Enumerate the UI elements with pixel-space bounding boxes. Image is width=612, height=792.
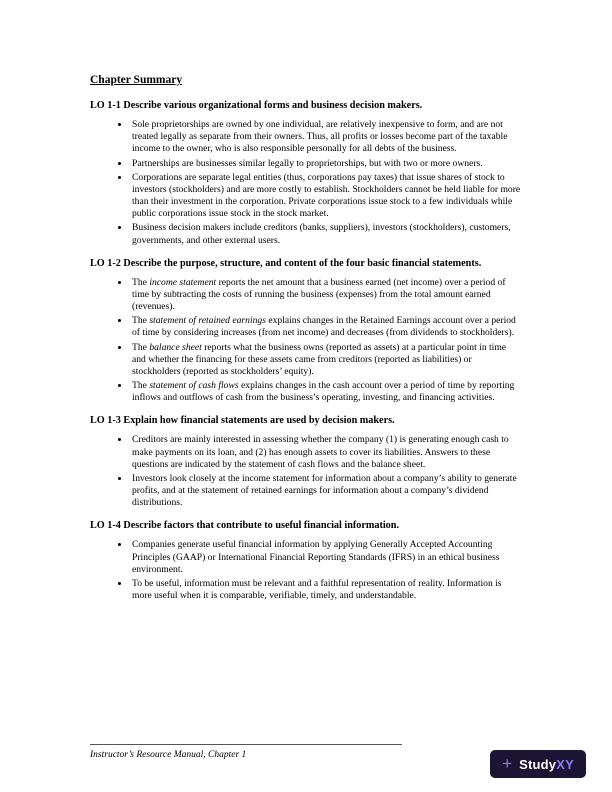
bullet-item (130, 172, 522, 221)
bullet-item (130, 119, 522, 156)
bullet-list (90, 277, 522, 405)
section-heading: LO 1-3 Explain how financial statements are used by decision makers. (90, 415, 395, 427)
bullet-text: explains changes in the Retained Earnings account over a period of time by considering increases (from net income) and decreases (from dividends to stockholders). (132, 315, 516, 339)
bullet-list (90, 539, 522, 602)
bullet-text: reports what the business owns (reported as assets) at a particular point in time and whether the financing for these assets came from creditors (reported as liabilities) or stockholders (reported as stockholders’ equity). (132, 341, 507, 377)
bullet-text: Partnerships are businesses similar legally to proprietorships, but with two or more owners. (132, 157, 483, 169)
bullet-item (130, 578, 522, 602)
bullet-text: reports the net amount that a business earned (net income) over a period of time by subtracting the costs of running the business (expenses) from the total amount earned (revenues). (132, 276, 506, 313)
bullet-item (130, 473, 522, 510)
bullet-text: The (132, 276, 150, 288)
footer-divider (90, 744, 402, 745)
bullet-item (130, 342, 522, 379)
studyxy-logo (490, 750, 586, 778)
section-heading: LO 1-2 Describe the purpose, structure, and content of the four basic financial statements. (90, 257, 482, 269)
bullet-text: Companies generate useful financial information by applying Generally Accepted Accounting Principles (GAAP) or International Financial Reporting Standards (IFRS) in an ethical business environment. (132, 539, 500, 575)
bullet-text: The (132, 380, 150, 392)
bullet-item (130, 380, 522, 404)
section-heading: LO 1-4 Describe factors that contribute to useful financial information. (90, 520, 399, 532)
logo-xy: XY (556, 756, 574, 772)
bullet-text: The (132, 315, 150, 327)
bullet-text: To be useful, information must be relevant and a faithful representation of reality. Information is more useful when it is comparable, verifiable, timely, and understandable. (132, 577, 502, 602)
bullet-text-italic: balance sheet (149, 341, 202, 353)
page-content (90, 74, 522, 606)
logo-study: Study (519, 756, 557, 772)
bullet-item (130, 222, 522, 246)
bullet-text-italic: income statement (149, 276, 217, 288)
bullet-text: Corporations are separate legal entities (thus, corporations pay taxes) that issue shares of stock to investors (stockholders) and are more costly to establish. Stockholders cannot be held liable for more than their investment in the corporation. Private corporations issue stock to a few individuals while public corporations issue stock in the stock market. (132, 171, 521, 220)
page-title: Chapter Summary (90, 74, 183, 86)
bullet-text: Sole proprietorships are owned by one individual, are relatively inexpensive to form, and are not treated legally as separate from their owners. Thus, all profits or losses become part of the taxable income to the owner, who is also responsible personally for all debts of the business. (132, 119, 508, 155)
page-footer (90, 744, 586, 778)
bullet-text: Investors look closely at the income statement for information about a company’s ability to generate profits, and at the statement of retained earnings for information about a company’s dividend distributions. (132, 472, 517, 509)
bullet-list (90, 434, 522, 509)
bullet-text: explains changes in the cash account over a period of time by reporting inflows and outflows of cash from the business’s operating, investing, and financing activities. (132, 380, 515, 404)
sections (90, 100, 522, 602)
bullet-item (130, 158, 522, 170)
logo-wordmark (519, 757, 574, 772)
bullet-text: Business decision makers include creditors (banks, suppliers), investors (stockholders), customers, governments, and other external users. (132, 222, 511, 246)
bullet-item (130, 434, 522, 471)
bullet-text-italic: statement of cash flows (149, 380, 239, 392)
section-heading: LO 1-1 Describe various organizational forms and business decision makers. (90, 100, 423, 111)
bullet-text-italic: statement of retained earnings (149, 315, 266, 327)
bullet-item (130, 539, 522, 576)
bullet-item (130, 315, 522, 339)
bullet-item (130, 277, 522, 314)
plus-icon: + (502, 753, 513, 773)
bullet-text: The (132, 341, 150, 353)
footer-text: Instructor’s Resource Manual, Chapter 1 (90, 750, 247, 760)
bullet-text: Creditors are mainly interested in assessing whether the company (1) is generating enough cash to make payments on its loan, and (2) has enough assets to cover its liabilities. Answers to these questions are indicated by the statement of cash flows and the balance sheet. (132, 434, 509, 470)
bullet-list (90, 119, 522, 247)
